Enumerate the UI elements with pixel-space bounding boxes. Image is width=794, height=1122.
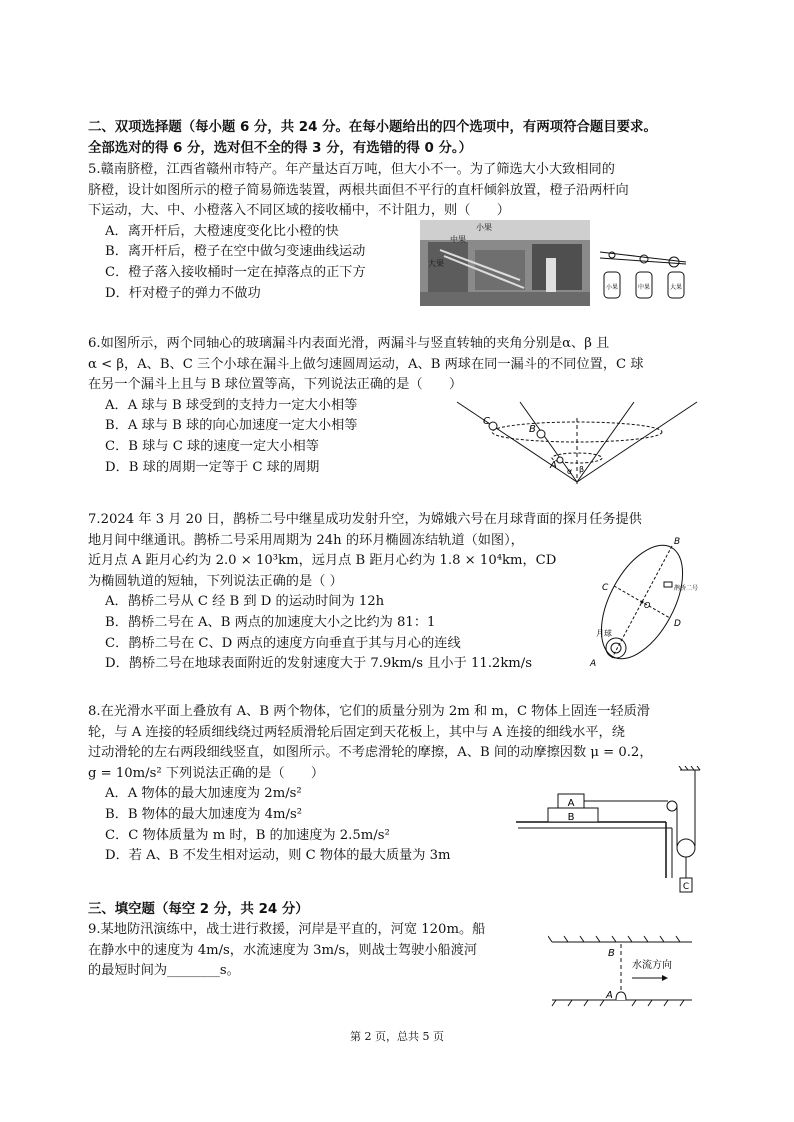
- q5-stem-line3: 下运动，大、中、小橙落入不同区域的接收桶中，不计阻力，则（ ）: [88, 203, 510, 219]
- q5-label-small: 小果: [476, 223, 492, 232]
- q5-label-medium: 中果: [450, 235, 466, 244]
- q7-stem-line4: 为椭圆轨道的短轴，下列说法正确的是（ ）: [88, 573, 343, 589]
- q6-option-c: C．B 球与 C 球的速度一定大小相等: [105, 438, 319, 454]
- section-2-heading-line1: 二、双项选择题（每小题 6 分，共 24 分。在每小题给出的四个选项中，有两项符合题目要求。: [88, 120, 657, 135]
- q5-bin-small: 小果: [605, 284, 619, 291]
- q7-label-o: O: [644, 601, 651, 610]
- q8-option-c: C．C 物体质量为 m 时，B 的加速度为 2.5m/s²: [105, 827, 390, 843]
- q6-label-alpha: α: [567, 467, 573, 476]
- q7-label-d: D: [674, 619, 681, 629]
- q7-stem-line3: 近月点 A 距月心约为 2.0 × 10³km，远月点 B 距月心约为 1.8 × 10⁴km，CD: [88, 553, 557, 569]
- q8-label-b: B: [567, 812, 575, 823]
- q8-label-c: C: [682, 882, 690, 892]
- q8-stem-line1: 8.在光滑水平面上叠放有 A、B 两个物体，它们的质量分别为 2m 和 m，C 物体上固连一轻质滑: [88, 704, 650, 719]
- q7-option-c: C．鹊桥二号在 C、D 两点的速度方向垂直于其与月心的连线: [105, 635, 461, 651]
- q6-funnel-diagram: [455, 398, 700, 486]
- q5-option-a: A．离开杆后，大橙速度变化比小橙的快: [105, 223, 339, 239]
- q5-option-c: C．橙子落入接收桶时一定在掉落点的正下方: [105, 264, 366, 280]
- q9-stem-line2: 在静水中的速度为 4m/s，水流速度为 3m/s，则战士驾驶小船渡河: [88, 942, 478, 958]
- q9-stem-line3: 的最短时间为________s。: [88, 963, 240, 979]
- q5-label-large: 大果: [428, 259, 444, 268]
- q8-label-a: A: [567, 798, 575, 809]
- q7-label-c: C: [602, 583, 609, 593]
- q7-label-moon: 月球: [596, 629, 612, 638]
- q8-stem-line4: g = 10m/s² 下列说法正确的是（ ）: [88, 765, 325, 781]
- q5-option-b: B．离开杆后，橙子在空中做匀变速曲线运动: [105, 244, 366, 260]
- section-3-heading: 三、填空题（每空 2 分，共 24 分）: [88, 902, 309, 917]
- q7-label-b: B: [674, 537, 681, 547]
- q8-option-b: B．B 物体的最大加速度为 4m/s²: [105, 806, 303, 822]
- q5-stem-line1: 5.赣南脐橙，江西省赣州市特产。年产量达百万吨，但大小不一。为了筛选大小大致相同的: [88, 162, 615, 177]
- q6-stem-line3: 在另一个漏斗上且与 B 球位置等高，下列说法正确的是（ ）: [88, 377, 463, 393]
- q9-river-diagram: [548, 926, 698, 1012]
- q7-label-a: A: [590, 659, 597, 668]
- q7-stem-line2: 地月间中继通讯。鹊桥二号采用周期为 24h 的环月椭圆冻结轨道（如图），: [88, 532, 524, 548]
- q9-label-flow: 水流方向: [632, 960, 672, 971]
- q5-bin-medium: 中果: [637, 284, 651, 291]
- q8-option-a: A．A 物体的最大加速度为 2m/s²: [105, 786, 302, 802]
- q6-option-b: B．A 球与 B 球的向心加速度一定大小相等: [105, 418, 358, 434]
- q7-option-b: B．鹊桥二号在 A、B 两点的加速度大小之比约为 81：1: [105, 614, 436, 630]
- q9-label-a: A: [606, 990, 613, 1001]
- q5-bins-diagram: [598, 244, 690, 302]
- q6-stem-line1: 6.如图所示，两个同轴心的玻璃漏斗内表面光滑，两漏斗与竖直转轴的夹角分别是α、β 且: [88, 336, 610, 351]
- q7-orbit-diagram: [586, 536, 698, 668]
- q6-label-b: B: [529, 424, 536, 435]
- q6-label-a: A: [550, 460, 557, 471]
- section-2-heading-line2: 全部选对的得 6 分，选对但不全的得 3 分，有选错的得 0 分。）: [88, 140, 472, 156]
- q7-option-d: D．鹊桥二号在地球表面附近的发射速度大于 7.9km/s 且小于 11.2km/s: [105, 656, 533, 672]
- q8-stem-line3: 过动滑轮的左右两段细线竖直，如图所示。不考虑滑轮的摩擦，A、B 间的动摩擦因数 μ = 0.2，: [88, 745, 653, 761]
- q5-stem-line2: 脐橙，设计如图所示的橙子简易筛选装置，两根共面但不平行的直杆倾斜放置，橙子沿两杆向: [88, 182, 629, 198]
- q5-machine-photo: [420, 220, 590, 306]
- q9-stem-line1: 9.某地防汛演练中，战士进行救援，河岸是平直的，河宽 120m。船: [88, 922, 486, 937]
- question-9: [88, 920, 538, 982]
- q8-pulley-diagram: [516, 766, 706, 894]
- q6-option-a: A．A 球与 B 球受到的支持力一定大小相等: [105, 397, 358, 413]
- page-footer: 第 2 页，总共 5 页: [350, 1030, 444, 1043]
- section-2-heading: [88, 118, 728, 159]
- q5-bin-large: 大果: [669, 284, 683, 291]
- q7-option-a: A．鹊桥二号从 C 经 B 到 D 的运动时间为 12h: [105, 594, 385, 610]
- q9-label-b: B: [608, 948, 615, 959]
- q5-option-d: D．杆对橙子的弹力不做功: [105, 285, 261, 301]
- q8-option-d: D．若 A、B 不发生相对运动，则 C 物体的最大质量为 3m: [105, 848, 451, 864]
- q8-stem-line2: 轮，与 A 连接的轻质细线绕过两轻质滑轮后固定到天花板上，其中与 A 连接的细线水平，绕: [88, 724, 625, 740]
- q6-stem-line2: α < β，A、B、C 三个小球在漏斗上做匀速圆周运动，A、B 两球在同一漏斗的不同位置，C 球: [88, 356, 644, 372]
- q6-option-d: D．B 球的周期一定等于 C 球的周期: [105, 459, 320, 475]
- q7-stem-line1: 7.2024 年 3 月 20 日，鹊桥二号中继星成功发射升空，为嫦娥六号在月球背面的探月任务提供: [88, 512, 642, 527]
- q6-label-beta: β: [579, 465, 585, 474]
- q6-label-c: C: [483, 416, 490, 427]
- q7-label-sat: 鹊桥二号: [674, 585, 698, 592]
